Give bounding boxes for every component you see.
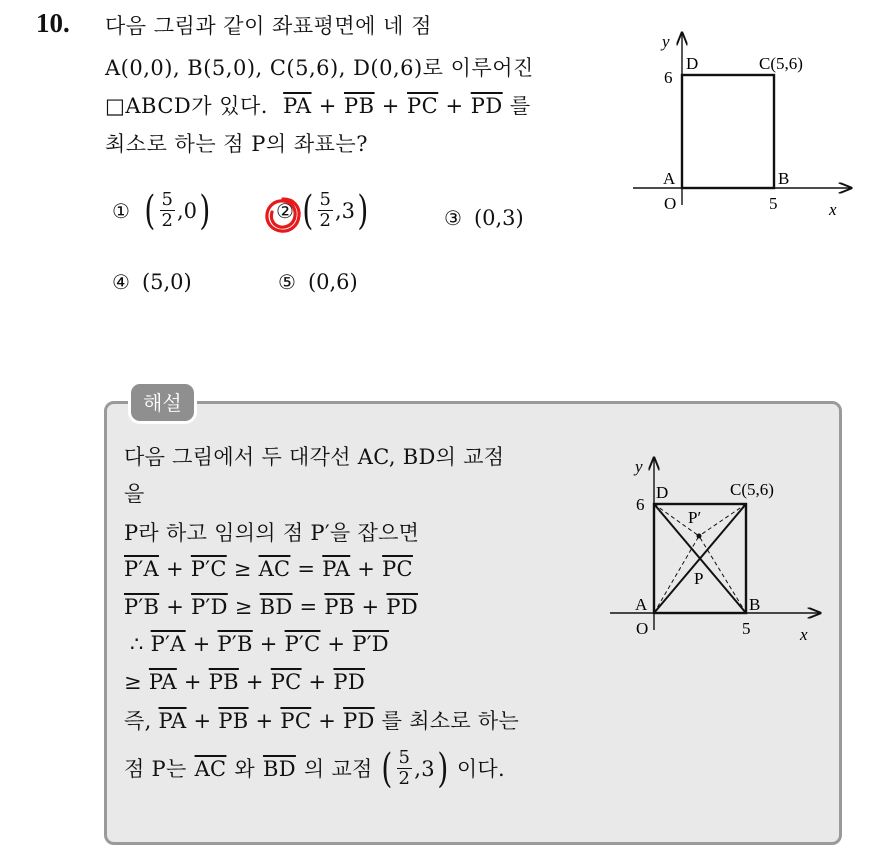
paren-open: ( [302, 187, 314, 234]
fraction [397, 748, 413, 789]
question-number: 10. [36, 8, 70, 38]
y-label: y [635, 457, 643, 476]
segment: $\overline{BD}$ [263, 756, 296, 781]
dashed-pb [699, 536, 746, 613]
term-pb: $\overline{PB}$ [344, 94, 375, 118]
segment: P′A [124, 557, 159, 581]
geq-sign: ≥ [124, 670, 142, 694]
eq-sign: = [299, 595, 318, 619]
eq-sign: = [297, 557, 316, 581]
term-pa: $\overline{PA}$ [283, 94, 312, 118]
solution-line-1: 다음 그림에서 두 대각선 AC, BD의 교점 [124, 445, 505, 469]
inequality-1: $P'A + P'C \ge \overline{AC} = \overline{PA} + \overline{PC}$ [124, 557, 413, 581]
geq-line: ≥ $\overline{PA} + \overline{PB} + \overline{PC} + \overline{PD}$ [124, 670, 365, 694]
choice-marker: ③ [444, 206, 462, 230]
question-line-4: 최소로 하는 점 P의 좌표는? [105, 132, 368, 156]
question-figure [625, 25, 865, 225]
point-a: A [635, 595, 648, 614]
choice-marker: ⑤ [278, 270, 296, 294]
question-line-2: A(0,0), B(5,0), C(5,6), D(0,6)로 이루어진 [105, 56, 534, 80]
segment: P′C [284, 632, 321, 656]
point-p-prime: P′ [688, 508, 702, 527]
segment: $\overline{PD}$ [343, 709, 375, 733]
y-tick-6: 6 [664, 68, 673, 87]
origin-label: O [636, 619, 649, 638]
choice-5[interactable] [278, 270, 358, 294]
origin-label: O [664, 194, 677, 213]
y-label: y [662, 32, 670, 51]
segment: $\overline{PA}$ [148, 670, 177, 694]
rectangle-abcd [682, 75, 774, 188]
choice-1[interactable] [112, 187, 213, 234]
point-b: B [749, 595, 761, 614]
segment: $\overline{PB}$ [208, 670, 239, 694]
denominator: 2 [319, 210, 331, 231]
segment: $\overline{PC}$ [382, 557, 413, 581]
conclusion-suffix: 를 최소로 하는 [381, 709, 520, 733]
plus-sign: + [381, 94, 400, 118]
inequality-2: $P'B + P'D \ge \overline{BD} = \overline{PB} + \overline{PD}$ [124, 595, 418, 619]
segment: P′B [217, 632, 253, 656]
point-b: B [778, 169, 790, 188]
choice-rest: ,0 [177, 198, 198, 223]
dashed-pa [654, 536, 699, 613]
final-suffix: 이다. [456, 756, 505, 781]
point-p-prime-dot [697, 534, 702, 539]
final-prefix: 점 P는 [124, 756, 187, 781]
choice-2[interactable] [276, 187, 371, 234]
question-line-3 [105, 92, 531, 120]
x-label: x [800, 625, 808, 644]
point-d: D [656, 483, 669, 502]
conclusion-line: 즉, $\overline{PA} + \overline{PB} + \overline{PC} + \overline{PD}$ 를 최소로 하는 [124, 709, 520, 733]
numerator: 5 [319, 189, 331, 210]
sum-expression [283, 94, 531, 118]
solution-figure [602, 450, 832, 650]
geq-sign: ≥ [234, 595, 253, 619]
term-pc: $\overline{PC}$ [407, 94, 439, 118]
solution-tag: 해설 [128, 381, 197, 424]
sum-suffix: 를 [509, 94, 531, 118]
paren-open: ( [144, 187, 156, 234]
segment: $\overline{PA}$ [322, 557, 351, 581]
segment: $\overline{AC}$ [258, 557, 291, 581]
choice-4[interactable] [112, 270, 192, 294]
paren-open: ( [381, 745, 393, 792]
plus-sign: + [445, 94, 464, 118]
segment: $\overline{PB}$ [218, 709, 249, 733]
point-p: P [694, 569, 704, 588]
choice-rest: ,3 [335, 198, 356, 223]
segment: P′C [190, 557, 227, 581]
final-rest: ,3 [414, 756, 435, 781]
segment: $\overline{PD}$ [333, 670, 365, 694]
geq-sign: ≥ [233, 557, 252, 581]
segment: P′D [352, 632, 389, 656]
fraction [318, 190, 333, 231]
final-line [124, 745, 505, 792]
conclusion-prefix: 즉, [124, 709, 152, 733]
choice-text: (0,6) [307, 270, 358, 294]
therefore-sign: ∴ [130, 632, 144, 656]
segment: $\overline{BD}$ [259, 595, 293, 619]
term-pd: $\overline{PD}$ [470, 94, 503, 118]
question-line-1: 다음 그림과 같이 좌표평면에 네 점 [105, 14, 432, 38]
choice-text: (5,0) [141, 270, 192, 294]
segment: $\overline{PC}$ [280, 709, 312, 733]
solution-line-3: P라 하고 임의의 점 P′을 잡으면 [124, 521, 420, 545]
point-c: C(5,6) [759, 54, 803, 73]
point-d: D [686, 54, 699, 73]
segment: P′D [191, 595, 228, 619]
quad-label: □ABCD가 있다. [105, 94, 268, 118]
choice-marker: ① [112, 198, 130, 223]
paren-close: ) [357, 187, 369, 234]
point-a: A [663, 169, 676, 188]
denominator: 2 [398, 768, 411, 789]
point-c: C(5,6) [730, 480, 774, 499]
paren-close: ) [199, 187, 211, 234]
paren-close: ) [437, 745, 449, 792]
segment: $\overline{PC}$ [270, 670, 302, 694]
denominator: 2 [161, 210, 173, 231]
therefore-line: ∴ P′A + P′B + P′C + P′D [130, 632, 389, 656]
final-mid2: 의 교점 [303, 756, 373, 781]
choice-text: (0,3) [473, 206, 524, 230]
numerator: 5 [161, 189, 173, 210]
x-tick-5: 5 [769, 194, 778, 213]
segment: $\overline{PD}$ [386, 595, 418, 619]
segment: $\overline{PA}$ [158, 709, 187, 733]
final-mid: 와 [234, 756, 256, 781]
choice-3[interactable] [444, 206, 524, 230]
segment: $\overline{AC}$ [194, 756, 227, 781]
segment: $\overline{PB}$ [324, 595, 355, 619]
x-tick-5: 5 [742, 619, 751, 638]
segment: P′A [150, 632, 186, 656]
segment: P′B [124, 595, 160, 619]
choice-marker: ② [276, 198, 294, 223]
numerator: 5 [398, 747, 411, 768]
choice-marker: ④ [112, 270, 130, 294]
y-tick-6: 6 [636, 495, 645, 514]
solution-line-2: 을 [124, 482, 145, 506]
x-label: x [829, 200, 837, 219]
fraction [160, 190, 175, 231]
plus-sign: + [318, 94, 337, 118]
